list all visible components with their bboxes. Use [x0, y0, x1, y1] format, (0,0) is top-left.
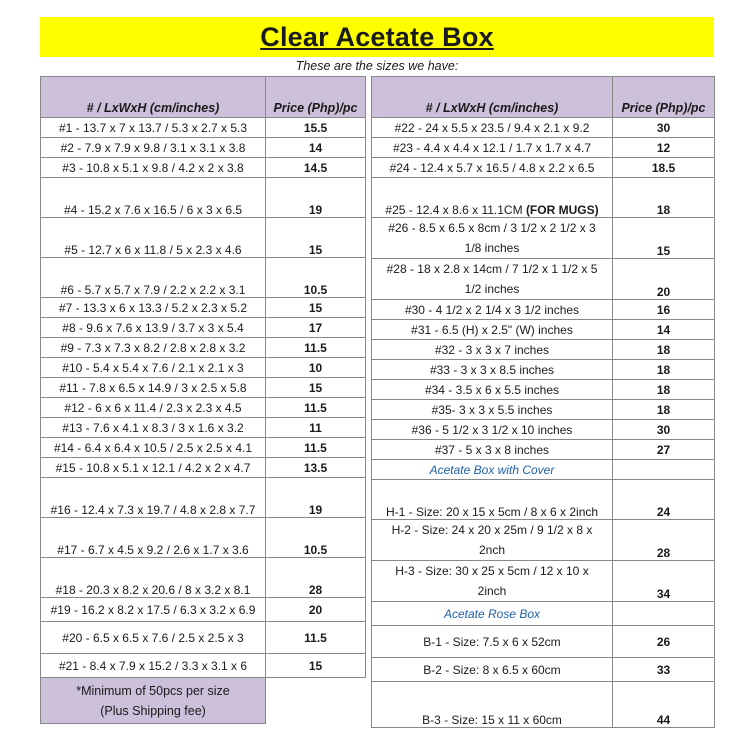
- size-cell: #16 - 12.4 x 7.3 x 19.7 / 4.8 x 2.8 x 7.7: [41, 478, 266, 518]
- page-title: Clear Acetate Box: [260, 21, 494, 52]
- price-cell: 19: [266, 178, 366, 218]
- price-cell: 26: [613, 626, 715, 658]
- price-cell: 14: [266, 138, 366, 158]
- price-cell: 27: [613, 440, 715, 460]
- price-cell: 18: [613, 400, 715, 420]
- size-cell: #30 - 4 1/2 x 2 1/4 x 3 1/2 inches: [372, 300, 613, 320]
- price-cell: 20: [266, 598, 366, 622]
- size-line: 2inch: [477, 584, 507, 598]
- size-cell: #31 - 6.5 (H) x 2.5" (W) inches: [372, 320, 613, 340]
- size-line: #26 - 8.5 x 6.5 x 8cm / 3 1/2 x 2 1/2 x 3: [388, 221, 596, 235]
- size-line: 2nch: [478, 543, 506, 557]
- size-cell: #4 - 15.2 x 7.6 x 16.5 / 6 x 3 x 6.5: [41, 178, 266, 218]
- size-cell: #22 - 24 x 5.5 x 23.5 / 9.4 x 2.1 x 9.2: [372, 118, 613, 138]
- size-cell: #35- 3 x 3 x 5.5 inches: [372, 400, 613, 420]
- price-cell: 11.5: [266, 622, 366, 654]
- size-cell: #36 - 5 1/2 x 3 1/2 x 10 inches: [372, 420, 613, 440]
- price-cell: 18: [613, 340, 715, 360]
- size-cell: #23 - 4.4 x 4.4 x 12.1 / 1.7 x 1.7 x 4.7: [372, 138, 613, 158]
- price-cell: 15: [266, 378, 366, 398]
- size-cell: #33 - 3 x 3 x 8.5 inches: [372, 360, 613, 380]
- price-cell: 17: [266, 318, 366, 338]
- size-line: H-3 - Size: 30 x 25 x 5cm / 12 x 10 x: [395, 564, 589, 578]
- price-cell: 10: [266, 358, 366, 378]
- price-cell: 28: [613, 520, 715, 561]
- price-cell: 13.5: [266, 458, 366, 478]
- price-cell: 30: [613, 118, 715, 138]
- size-cell: #18 - 20.3 x 8.2 x 20.6 / 8 x 3.2 x 8.1: [41, 558, 266, 598]
- size-cell: #6 - 5.7 x 5.7 x 7.9 / 2.2 x 2.2 x 3.1: [41, 258, 266, 298]
- size-column-header: # / LxWxH (cm/inches): [372, 77, 613, 118]
- size-cell: #5 - 12.7 x 6 x 11.8 / 5 x 2.3 x 4.6: [41, 218, 266, 258]
- size-line: 1/2 inches: [464, 282, 520, 296]
- size-cell: #32 - 3 x 3 x 7 inches: [372, 340, 613, 360]
- size-cell: [372, 178, 613, 218]
- size-cell: #7 - 13.3 x 6 x 13.3 / 5.2 x 2.3 x 5.2: [41, 298, 266, 318]
- size-cell: #24 - 12.4 x 5.7 x 16.5 / 4.8 x 2.2 x 6.5: [372, 158, 613, 178]
- size-cell: #10 - 5.4 x 5.4 x 7.6 / 2.1 x 2.1 x 3: [41, 358, 266, 378]
- empty-cell: [266, 678, 366, 724]
- price-cell: 18: [613, 360, 715, 380]
- price-cell: 18: [613, 178, 715, 218]
- price-column-header: Price (Php)/pc: [266, 77, 366, 118]
- price-cell: 15: [266, 298, 366, 318]
- size-cell: B-3 - Size: 15 x 11 x 60cm: [372, 682, 613, 728]
- size-cell: B-2 - Size: 8 x 6.5 x 60cm: [372, 658, 613, 682]
- price-column-header: Price (Php)/pc: [613, 77, 715, 118]
- size-cell: #19 - 16.2 x 8.2 x 17.5 / 6.3 x 3.2 x 6.9: [41, 598, 266, 622]
- size-cell: #1 - 13.7 x 7 x 13.7 / 5.3 x 2.7 x 5.3: [41, 118, 266, 138]
- size-cell: B-1 - Size: 7.5 x 6 x 52cm: [372, 626, 613, 658]
- price-cell: 10.5: [266, 518, 366, 558]
- price-cell: 15: [266, 654, 366, 678]
- size-cell: #20 - 6.5 x 6.5 x 7.6 / 2.5 x 2.5 x 3: [41, 622, 266, 654]
- size-cell: #12 - 6 x 6 x 11.4 / 2.3 x 2.3 x 4.5: [41, 398, 266, 418]
- price-cell: 44: [613, 682, 715, 728]
- section-heading-rose-box: Acetate Rose Box: [372, 602, 613, 626]
- size-cell: [372, 218, 613, 259]
- shipping-fee-line: (Plus Shipping fee): [100, 703, 206, 718]
- size-cell: #9 - 7.3 x 7.3 x 8.2 / 2.8 x 2.8 x 3.2: [41, 338, 266, 358]
- size-line: 1/8 inches: [464, 241, 520, 255]
- price-cell: 20: [613, 259, 715, 300]
- size-cell: [372, 561, 613, 602]
- price-cell: 24: [613, 480, 715, 520]
- price-cell: 10.5: [266, 258, 366, 298]
- price-cell: 33: [613, 658, 715, 682]
- price-cell: 15.5: [266, 118, 366, 138]
- size-cell: #8 - 9.6 x 7.6 x 13.9 / 3.7 x 3 x 5.4: [41, 318, 266, 338]
- subtitle: These are the sizes we have:: [295, 59, 459, 73]
- size-cell: #2 - 7.9 x 7.9 x 9.8 / 3.1 x 3.1 x 3.8: [41, 138, 266, 158]
- price-cell: 11.5: [266, 438, 366, 458]
- size-column-header: # / LxWxH (cm/inches): [41, 77, 266, 118]
- price-cell: 15: [613, 218, 715, 259]
- price-cell: 15: [266, 218, 366, 258]
- price-cell: 14.5: [266, 158, 366, 178]
- price-cell: 28: [266, 558, 366, 598]
- right-price-table: [371, 76, 715, 728]
- price-cell: 16: [613, 300, 715, 320]
- minimum-order-note: [41, 678, 266, 724]
- size-cell: H-1 - Size: 20 x 15 x 5cm / 8 x 6 x 2inch: [372, 480, 613, 520]
- title-banner: [40, 17, 714, 57]
- price-cell: 30: [613, 420, 715, 440]
- size-cell: #34 - 3.5 x 6 x 5.5 inches: [372, 380, 613, 400]
- size-line: #28 - 18 x 2.8 x 14cm / 7 1/2 x 1 1/2 x 5: [386, 262, 598, 276]
- size-cell: #37 - 5 x 3 x 8 inches: [372, 440, 613, 460]
- mug-note: (FOR MUGS): [525, 203, 599, 217]
- size-cell: [372, 520, 613, 561]
- size-cell: [372, 259, 613, 300]
- minimum-order-line: *Minimum of 50pcs per size: [76, 683, 230, 698]
- size-cell: #11 - 7.8 x 6.5 x 14.9 / 3 x 2.5 x 5.8: [41, 378, 266, 398]
- price-cell: 11.5: [266, 398, 366, 418]
- size-cell: #17 - 6.7 x 4.5 x 9.2 / 2.6 x 1.7 x 3.6: [41, 518, 266, 558]
- size-cell: #3 - 10.8 x 5.1 x 9.8 / 4.2 x 2 x 3.8: [41, 158, 266, 178]
- size-text: #25 - 12.4 x 8.6 x 11.1CM: [385, 203, 526, 217]
- size-cell: #15 - 10.8 x 5.1 x 12.1 / 4.2 x 2 x 4.7: [41, 458, 266, 478]
- price-cell: 12: [613, 138, 715, 158]
- price-cell: 11: [266, 418, 366, 438]
- size-cell: #14 - 6.4 x 6.4 x 10.5 / 2.5 x 2.5 x 4.1: [41, 438, 266, 458]
- price-cell: 11.5: [266, 338, 366, 358]
- section-heading-box-with-cover: Acetate Box with Cover: [372, 460, 613, 480]
- price-cell: 18: [613, 380, 715, 400]
- price-cell: 34: [613, 561, 715, 602]
- left-price-table: [40, 76, 366, 724]
- empty-cell: [613, 460, 715, 480]
- size-cell: #13 - 7.6 x 4.1 x 8.3 / 3 x 1.6 x 3.2: [41, 418, 266, 438]
- empty-cell: [613, 602, 715, 626]
- price-cell: 19: [266, 478, 366, 518]
- price-cell: 14: [613, 320, 715, 340]
- size-cell: #21 - 8.4 x 7.9 x 15.2 / 3.3 x 3.1 x 6: [41, 654, 266, 678]
- size-line: H-2 - Size: 24 x 20 x 25m / 9 1/2 x 8 x: [391, 523, 593, 537]
- price-cell: 18.5: [613, 158, 715, 178]
